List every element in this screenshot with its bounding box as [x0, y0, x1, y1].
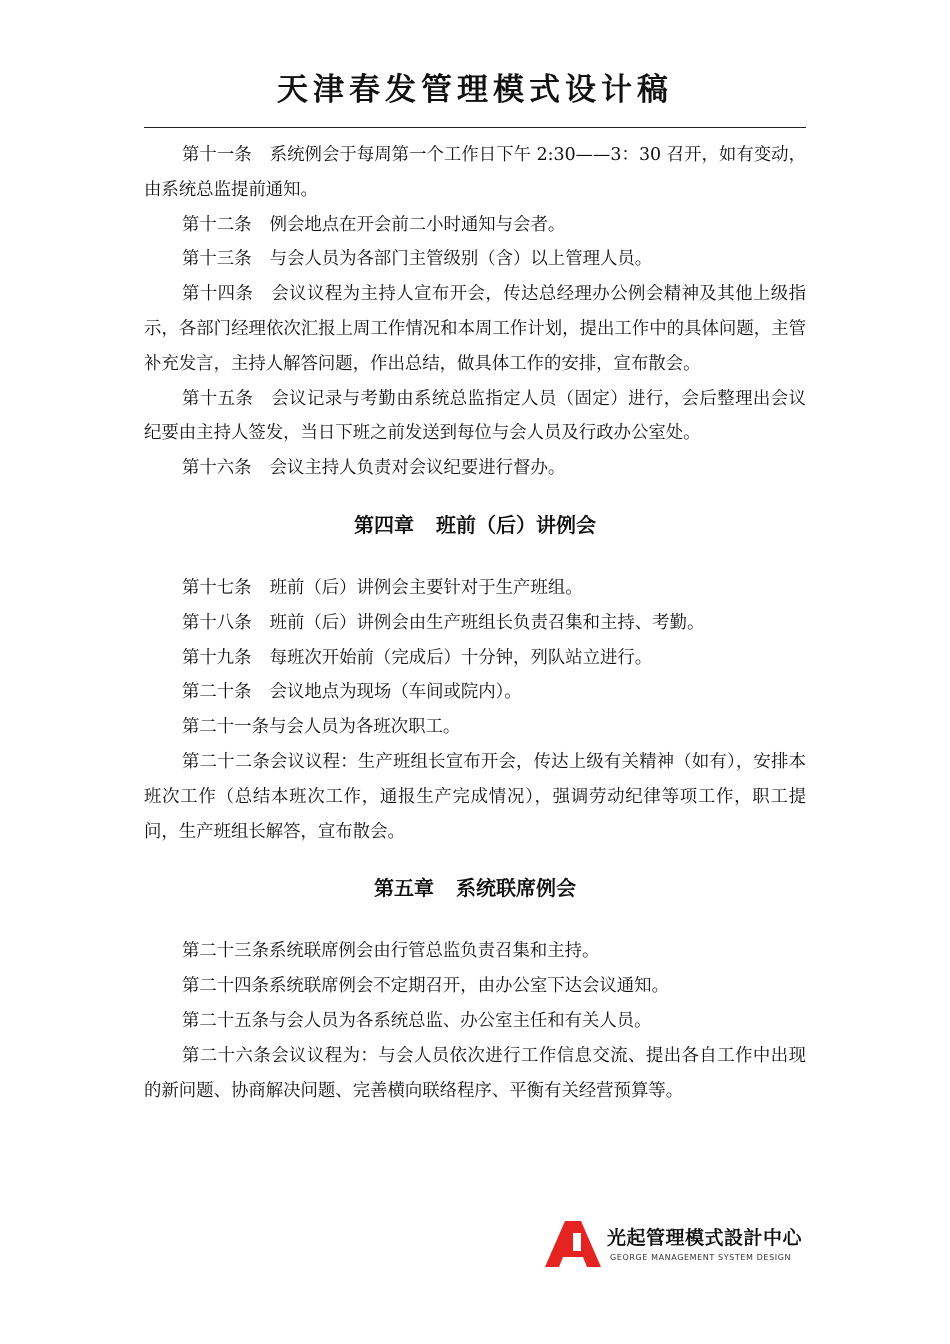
article-17 — [144, 571, 806, 606]
article-text: 会议议程为：与会人员依次进行工作信息交流、提出各自工作中出现的新问题、协商解决问题、完善横向联络程序、平衡有关经营预算等。 — [144, 1045, 806, 1101]
article-18 — [144, 606, 806, 641]
chapter-5-heading — [144, 849, 806, 934]
article-16 — [144, 451, 806, 486]
article-21 — [144, 710, 806, 745]
article-number: 第二十四条 — [182, 976, 269, 997]
article-text: 会议主持人负责对会议纪要进行督办。 — [269, 458, 566, 479]
article-14 — [144, 277, 806, 381]
chapter-title: 班前（后）讲例会 — [436, 512, 596, 537]
article-number: 第二十二条 — [182, 751, 270, 772]
chapter-4-heading — [144, 486, 806, 571]
article-number: 第二十条 — [182, 682, 252, 703]
article-number: 第十三条 — [182, 249, 252, 270]
chapter-title: 系统联席例会 — [456, 876, 576, 901]
article-number: 第十一条 — [182, 145, 252, 165]
article-number: 第二十五条 — [182, 1010, 269, 1031]
logo-subtitle: GEORGE MANAGEMENT SYSTEM DESIGN — [610, 1253, 792, 1262]
footer-logo — [543, 1219, 813, 1269]
article-number: 第二十六条 — [182, 1045, 272, 1066]
article-26 — [144, 1039, 806, 1109]
article-number: 第十五条 — [182, 388, 254, 409]
article-23 — [144, 934, 806, 969]
article-number: 第十六条 — [182, 458, 252, 479]
article-text: 系统联席例会由行管总监负责召集和主持。 — [268, 941, 600, 962]
article-text: 系统例会于每周第一个工作日下午 2:30——3：30 召开，如有变动，由系统总监提前通知。 — [144, 145, 806, 200]
logo-a-icon — [543, 1219, 603, 1269]
article-text: 班前（后）讲例会由生产班组长负责召集和主持、考勤。 — [269, 612, 705, 633]
article-text: 会议地点为现场（车间或院内）。 — [269, 682, 522, 703]
article-13 — [144, 242, 806, 277]
article-text: 与会人员为各班次职工。 — [268, 717, 461, 738]
logo-a-bar — [573, 1233, 581, 1251]
article-25 — [144, 1004, 806, 1039]
article-text: 会议议程为主持人宣布开会，传达总经理办公例会精神及其他上级指示，各部门经理依次汇报上周工作情况和本周工作计划，提出工作中的具体问题，主管补充发言，主持人解答问题，作出总结，做具体工作的安排，宣布散会。 — [144, 284, 806, 374]
article-19 — [144, 641, 806, 676]
logo-name: 光起管理模式設計中心 — [607, 1227, 803, 1249]
article-22 — [144, 745, 806, 849]
header-divider — [144, 127, 806, 128]
article-text: 班前（后）讲例会主要针对于生产班组。 — [269, 577, 583, 598]
page-header-title: 天津春发管理模式设计稿 — [277, 72, 673, 108]
article-number: 第十七条 — [182, 577, 252, 598]
article-15 — [144, 382, 806, 452]
article-text: 与会人员为各部门主管级别（含）以上管理人员。 — [269, 249, 653, 270]
article-11 — [144, 138, 806, 208]
document-body — [144, 138, 806, 1108]
article-number: 第二十三条 — [182, 941, 269, 962]
article-12 — [144, 208, 806, 243]
chapter-number: 第五章 — [374, 876, 434, 901]
article-number: 第十四条 — [182, 284, 254, 305]
article-text: 每班次开始前（完成后）十分钟，列队站立进行。 — [269, 647, 653, 668]
article-24 — [144, 969, 806, 1004]
chapter-number: 第四章 — [354, 512, 414, 537]
article-20 — [144, 675, 806, 710]
article-text: 会议记录与考勤由系统总监指定人员（固定）进行，会后整理出会议纪要由主持人签发，当日下班之前发送到每位与会人员及行政办公室处。 — [144, 388, 806, 444]
article-number: 第十二条 — [182, 214, 252, 235]
article-text: 会议议程：生产班组长宣布开会，传达上级有关精神（如有），安排本班次工作（总结本班次工作，通报生产完成情况），强调劳动纪律等项工作，职工提问，生产班组长解答，宣布散会。 — [144, 751, 806, 842]
article-text: 例会地点在开会前二小时通知与会者。 — [269, 214, 566, 235]
article-number: 第二十一条 — [182, 717, 269, 738]
article-text: 与会人员为各系统总监、办公室主任和有关人员。 — [268, 1010, 652, 1031]
article-text: 系统联席例会不定期召开，由办公室下达会议通知。 — [268, 976, 669, 997]
article-number: 第十九条 — [182, 647, 252, 668]
article-number: 第十八条 — [182, 612, 252, 633]
